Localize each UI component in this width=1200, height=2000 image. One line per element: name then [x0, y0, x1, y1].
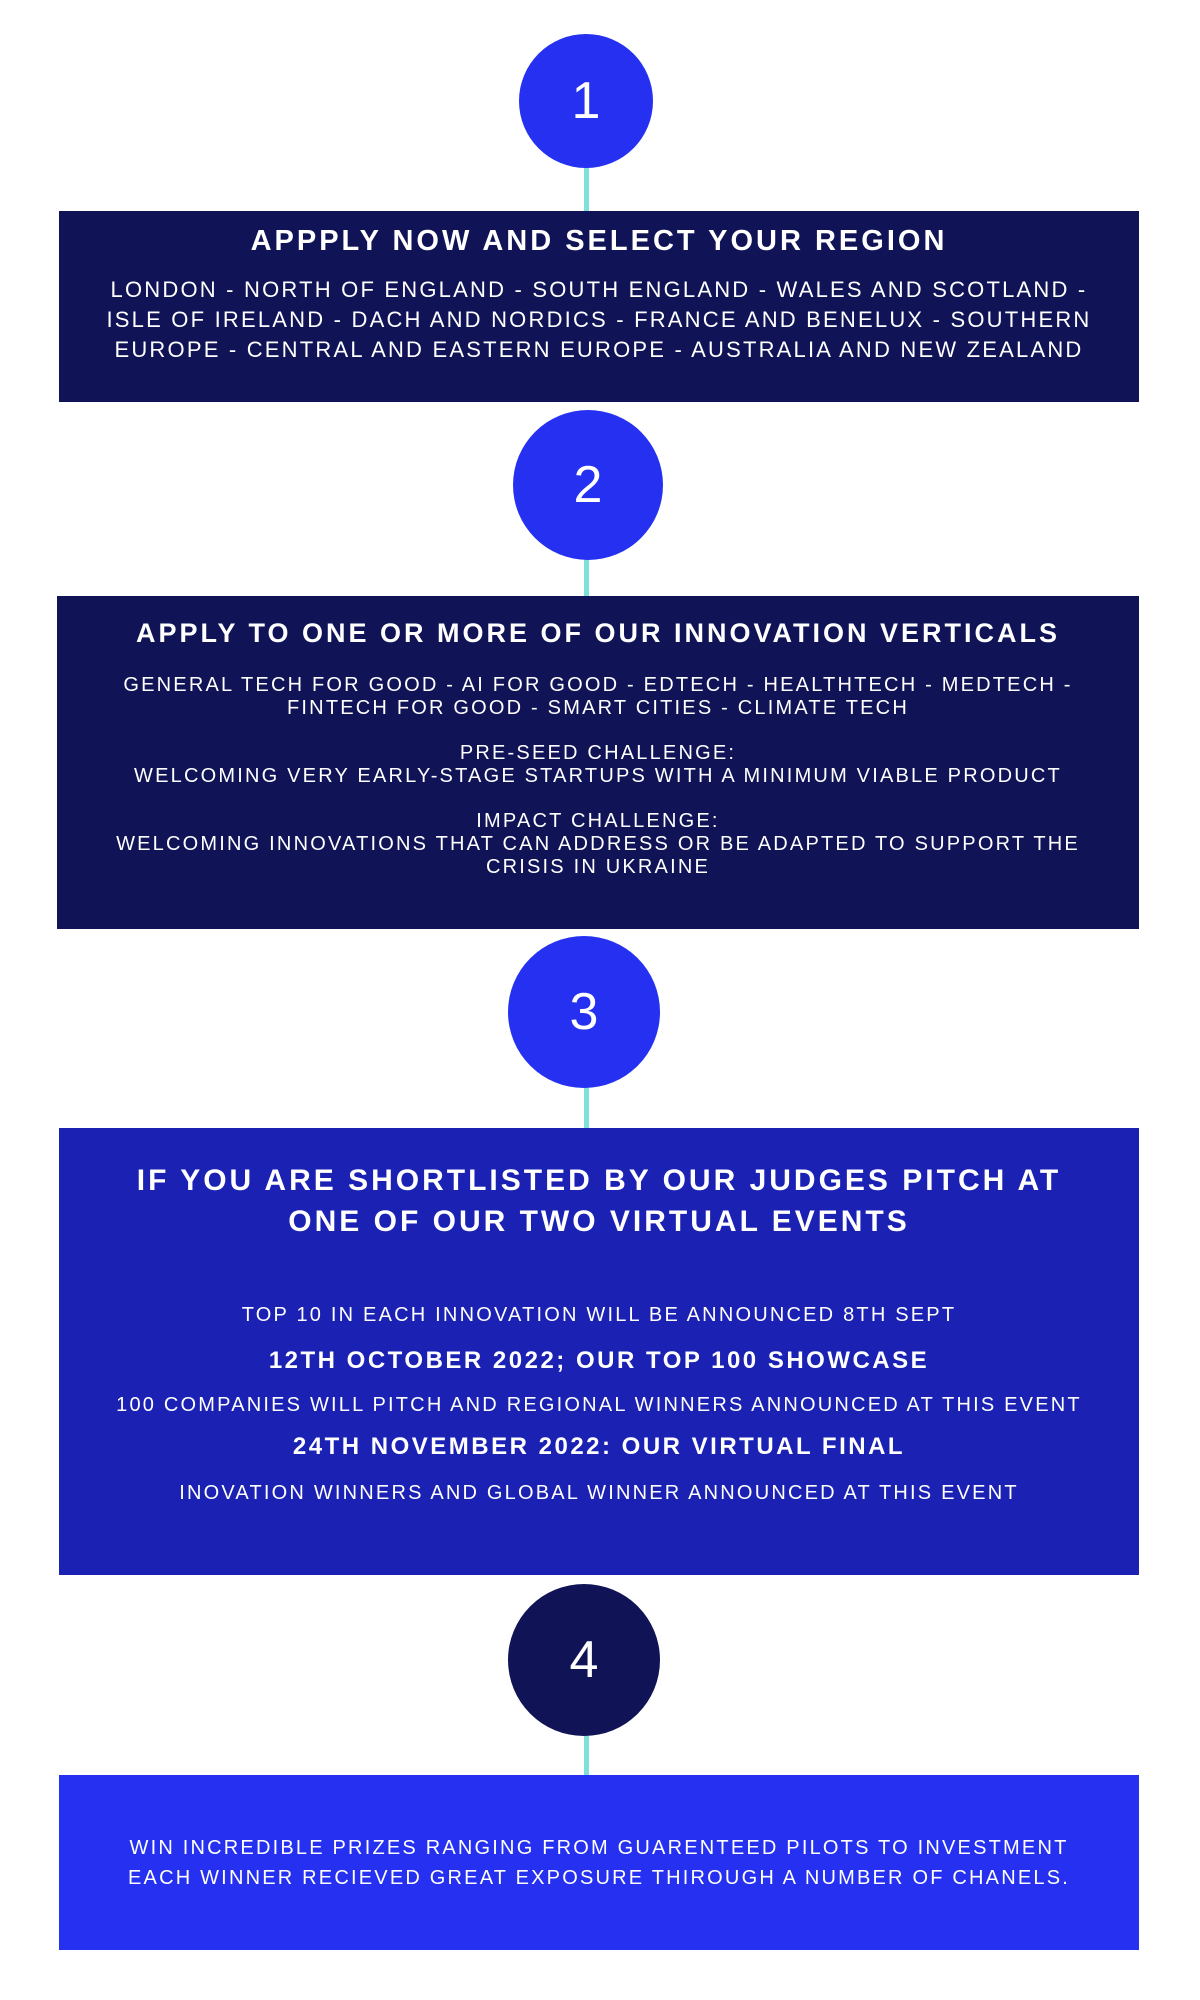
- connector-line-2: [584, 556, 589, 600]
- step-2-title: APPLY TO ONE OR MORE OF OUR INNOVATION VERTICALS: [135, 618, 1061, 648]
- step-4-box: [59, 1775, 1139, 1950]
- event-1-description: 100 COMPANIES WILL PITCH AND REGIONAL WINNERS ANNOUNCED AT THIS EVENT: [116, 1394, 1082, 1416]
- prizes-line: EACH WINNER RECIEVED GREAT EXPOSURE THIROUGH A NUMBER OF CHANELS.: [127, 1866, 1071, 1889]
- region-line: ISLE OF IRELAND - DACH AND NORDICS - FRANCE AND BENELUX - SOUTHERN: [106, 307, 1092, 332]
- step-1-number: 1: [571, 72, 601, 130]
- step-2-number: 2: [573, 456, 603, 514]
- impact-desc: CRISIS IN UKRAINE: [485, 856, 711, 878]
- verticals-line: FINTECH FOR GOOD - SMART CITIES - CLIMATE TECH: [287, 697, 909, 719]
- connector-line-3: [584, 1087, 589, 1131]
- step-4-circle: [508, 1584, 660, 1736]
- step-4-prizes: [128, 1833, 1070, 1893]
- title-line: IF YOU ARE SHORTLISTED BY OUR JUDGES PITCH AT: [136, 1164, 1062, 1197]
- event-2-title: 24TH NOVEMBER 2022: OUR VIRTUAL FINAL: [292, 1433, 906, 1460]
- step-2-preseed: [134, 742, 1062, 788]
- impact-heading: IMPACT CHALLENGE:: [476, 810, 720, 832]
- connector-line-1: [584, 165, 589, 213]
- top10-announcement: TOP 10 IN EACH INNOVATION WILL BE ANNOUNCED 8TH SEPT: [241, 1304, 957, 1326]
- preseed-heading: PRE-SEED CHALLENGE:: [459, 742, 737, 764]
- event-1-title: 12TH OCTOBER 2022; OUR TOP 100 SHOWCASE: [268, 1347, 930, 1374]
- step-2-verticals: [123, 674, 1072, 720]
- prizes-line: WIN INCREDIBLE PRIZES RANGING FROM GUARENTEED PILOTS TO INVESTMENT: [129, 1836, 1069, 1859]
- step-2-impact: [116, 810, 1080, 879]
- step-2-box: [57, 596, 1139, 929]
- step-3-title: [137, 1160, 1062, 1242]
- step-3-number: 3: [569, 983, 599, 1041]
- preseed-desc: WELCOMING VERY EARLY-STAGE STARTUPS WITH A MINIMUM VIABLE PRODUCT: [134, 765, 1062, 787]
- step-1-regions: [107, 275, 1092, 365]
- connector-line-4: [584, 1734, 589, 1778]
- step-1-box: [59, 211, 1139, 402]
- step-3-box: [59, 1128, 1139, 1575]
- region-line: LONDON - NORTH OF ENGLAND - SOUTH ENGLAND - WALES AND SCOTLAND -: [110, 277, 1088, 302]
- step-4-number: 4: [569, 1631, 599, 1689]
- step-2-circle: [513, 410, 663, 560]
- step-1-circle: [519, 34, 653, 168]
- verticals-line: GENERAL TECH FOR GOOD - AI FOR GOOD - EDTECH - HEALTHTECH - MEDTECH -: [123, 674, 1073, 696]
- step-3-circle: [508, 936, 660, 1088]
- event-2-description: INOVATION WINNERS AND GLOBAL WINNER ANNOUNCED AT THIS EVENT: [179, 1482, 1019, 1504]
- region-line: EUROPE - CENTRAL AND EASTERN EUROPE - AUSTRALIA AND NEW ZEALAND: [114, 337, 1084, 362]
- step-1-title: APPPLY NOW AND SELECT YOUR REGION: [250, 225, 948, 257]
- impact-desc: WELCOMING INNOVATIONS THAT CAN ADDRESS OR BE ADAPTED TO SUPPORT THE: [116, 833, 1080, 855]
- title-line: ONE OF OUR TWO VIRTUAL EVENTS: [288, 1205, 910, 1238]
